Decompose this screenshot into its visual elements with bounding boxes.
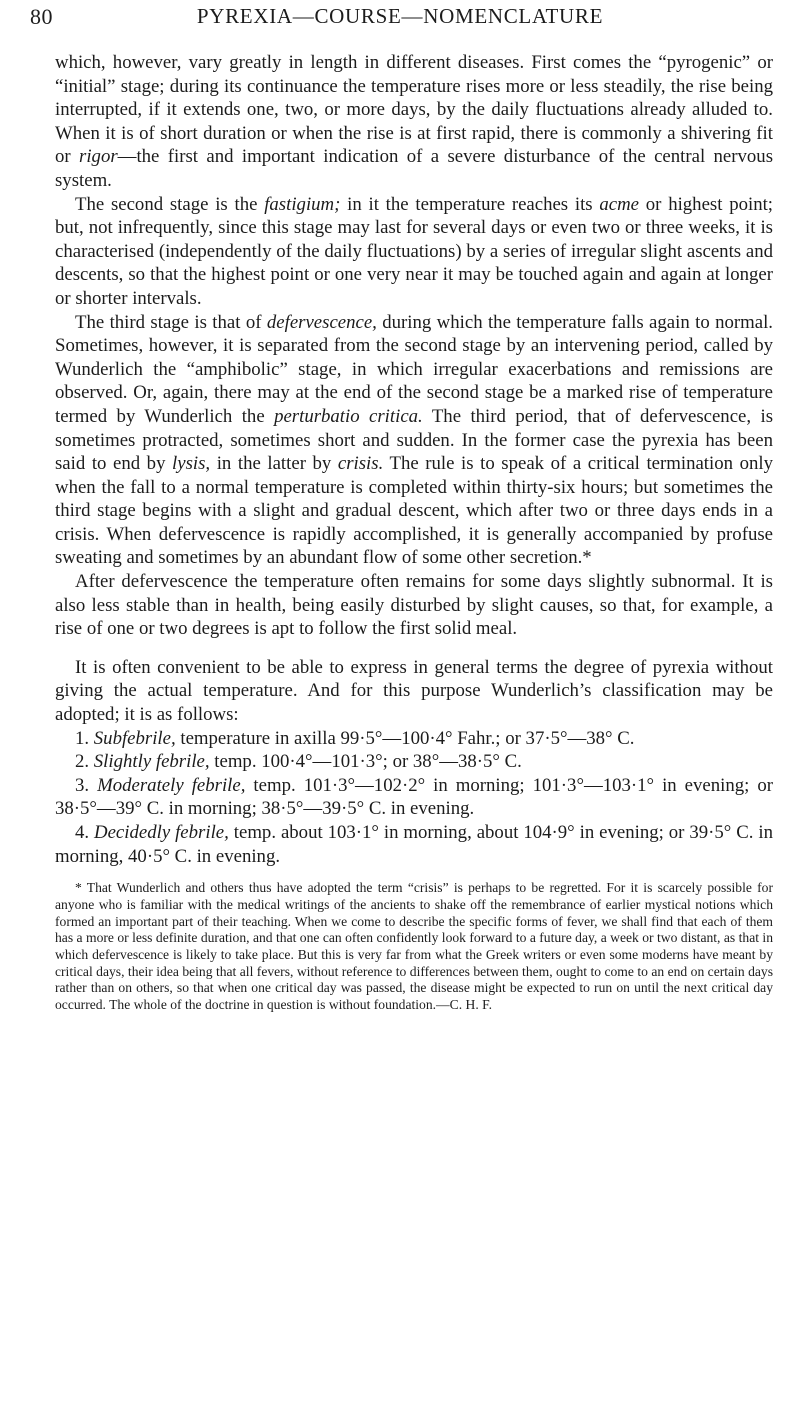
text-run: The third period, that of defervescence, is sometimes protracted, sometimes short and sudden. In the former case the pyrexia has been said to end by: [55, 405, 773, 475]
classification-item: [55, 727, 773, 751]
item-text: temperature in axilla 99·5°—100·4° Fahr.; or 37·5°—38° C.: [175, 727, 635, 749]
italic-term: Moderately febrile,: [97, 774, 246, 796]
text-run: The third stage is that of: [75, 311, 267, 333]
classification-item: [55, 774, 773, 821]
italic-term: Decidedly febrile,: [94, 822, 229, 843]
italic-term: fastigium;: [264, 193, 341, 215]
classification-item: [55, 821, 773, 868]
text-run: during which the temperature falls again to normal. Sometimes, however, it is separated from the second stage by an intervening period, called by Wunderlich the “amphibolic” stage, in which irregular exacerbations and remissions are observed. Or, again, there may at the end of the second stage be a marked rise of temperature termed by Wunderlich the: [55, 311, 773, 427]
item-number: 1.: [75, 727, 94, 749]
text-run: in the latter by: [210, 453, 338, 475]
page-header: [22, 4, 778, 36]
italic-term: lysis,: [172, 453, 211, 475]
item-text: temp. 101·3°—102·2° in morning; 101·3°—103·1° in evening; or 38·5°—39° C. in morning; 38·5°—39·5° C. in evening.: [55, 774, 774, 820]
text-run: which, however, vary greatly in length in different diseases. First comes the “pyrogenic” or “initial” stage; during its continuance the temperature rises more or less steadily, the rise being interrupted, if it extends one, two, or more days, by the daily fluctuations already alluded to. When it is of short duration or when the rise is at first rapid, there is commonly a shivering fit or: [55, 52, 773, 168]
paragraph-after-defervescence: After defervescence the temperature often remains for some days slightly subnormal. It is also less stable than in health, being easily disturbed by slight causes, so that, for example, a rise of one or two degrees is apt to follow the first solid meal.: [55, 571, 773, 640]
paragraph-stages-intro: [55, 51, 773, 193]
text-run: The second stage is the: [75, 193, 265, 215]
classification-item: [55, 750, 773, 774]
italic-term: rigor: [79, 146, 118, 168]
item-number: 2.: [75, 751, 94, 773]
text-run: —the first and important indication of a severe disturbance of the central nervous system.: [55, 146, 774, 191]
item-number: 4.: [75, 822, 95, 843]
item-number: 3.: [75, 774, 98, 796]
item-text: temp. 100·4°—101·3°; or 38°—38·5° C.: [209, 751, 522, 773]
page-body: [55, 51, 773, 1014]
text-run: in it the temperature reaches its: [340, 193, 600, 215]
text-run: The rule is to speak of a critical termination only when the fall to a normal temperature is completed within thirty-six hours; but sometimes the third stage begins with a slight and gradual descent, which after two or three days ends in a crisis. When defervescence is rapidly accomplished, it is generally accompanied by profuse sweating and sometimes by an abundant flow of some other secretion.*: [55, 453, 773, 569]
italic-term: crisis.: [337, 453, 384, 475]
running-title: PYREXIA—COURSE—NOMENCLATURE: [196, 4, 604, 28]
italic-term: perturbatio critica.: [274, 405, 423, 427]
page-number: 80: [30, 4, 53, 29]
footnote: * That Wunderlich and others thus have adopted the term “crisis” is perhaps to be regretted. For it is scarcely possible for anyone who is familiar with the medical writings of the ancients to shake off the remembrance of earlier mystical notions which formed an important part of their teaching. When we come to describe the specific forms of fever, we shall find that each of them has a more or less definite duration, and that one can often confidently look forward to a future day, a week or two distant, as that in which defervescence is likely to take place. But this is very far from what the Greek writers or even some moderns have meant by critical days, their idea being that all fevers, without reference to differences between them, ought to come to an end on certain days rather than on others, so that when one critical day was passed, the disease might be expected to run on until the next critical day occurred. The whole of the doctrine in question is without foundation.—C. H. F.: [55, 880, 773, 1013]
paragraph-classification-intro: It is often convenient to be able to express in general terms the degree of pyrexia without giving the actual temperature. And for this purpose Wunderlich’s classification may be adopted; it is as follows:: [55, 656, 773, 726]
italic-term: Slightly febrile,: [93, 751, 210, 773]
text-run: or highest point; but, not infrequently, since this stage may last for several days or even two or three weeks, it is characterised (independently of the daily fluctuations) by a series of irregular slight ascents and descents, so that the highest point or one very near it may be touched again and again at longer or shorter intervals.: [55, 193, 774, 309]
paragraph-fastigium: [55, 193, 773, 311]
paragraph-defervescence: [55, 311, 773, 571]
item-text: temp. about 103·1° in morning, about 104·9° in evening; or 39·5° C. in morning, 40·5° C. in evening.: [55, 822, 774, 867]
italic-term: acme: [599, 193, 640, 215]
italic-term: defervescence,: [266, 311, 377, 333]
italic-term: Subfebrile,: [93, 727, 176, 749]
